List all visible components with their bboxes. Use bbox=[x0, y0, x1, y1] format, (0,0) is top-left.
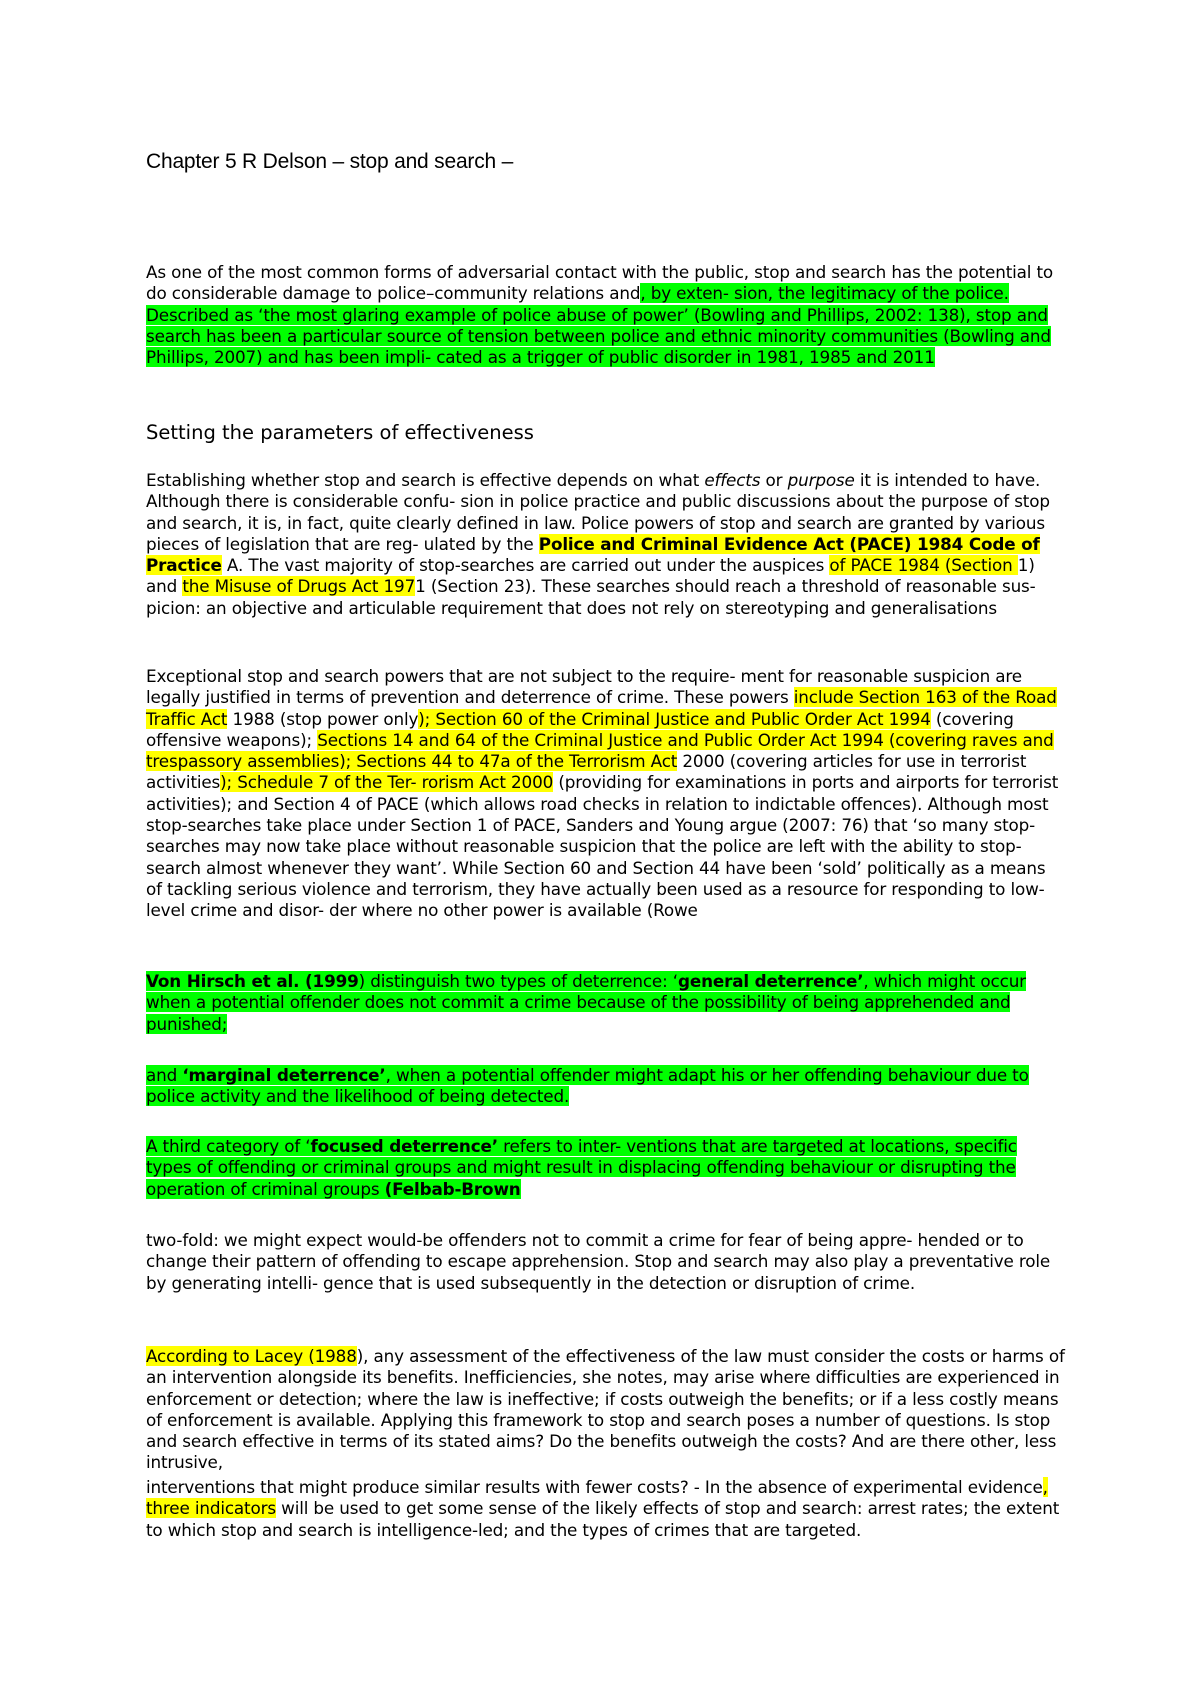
italic-text: effects bbox=[704, 470, 761, 490]
yellow-highlight: ); Schedule 7 of the Ter- rorism Act 2000 bbox=[220, 772, 554, 793]
exceptional-powers-paragraph bbox=[146, 666, 1066, 922]
green-highlight: , by exten- sion, the legitimacy of the police. Described as ‘the most glaring example of police abuse of power’ (Bowling and Phillips, 2002: 138), stop and search has been a particular source of tension between police and ethnic minority communities (Bowling and Phillips, 2007) and has been impli- cated as a trigger of public disorder in 1981, 1985 and 2011 bbox=[146, 283, 1051, 368]
yellow-highlight: According to Lacey (1988 bbox=[146, 1346, 357, 1366]
text-run: A. The vast majority of stop-searches are carried out under the auspices bbox=[221, 555, 830, 576]
two-fold-paragraph: two-fold: we might expect would-be offenders not to commit a crime for fear of being appre- hended or to change their pattern of offending to escape apprehension. Stop and search may also play a preventative role by generating intelli- gence that is used subsequently in the detection or disruption of crime. bbox=[146, 1230, 1051, 1293]
text-run: Establishing whether stop and search is effective depends on what bbox=[146, 470, 705, 490]
text-run: 1 (Section 23). These searches should reach a threshold of reasonable sus- picion: an objective and articulable requirement that does not rely on stereotyping and generalisations bbox=[146, 576, 1036, 618]
effectiveness-paragraph bbox=[146, 470, 1066, 619]
yellow-highlight: Sections 14 and 64 of the Criminal Justice and Public Order Act 1994 (covering raves and trespassory assemblies); Sections 44 to 47a of the Terrorism Act bbox=[146, 729, 1054, 772]
green-highlight: focused deterrence’ bbox=[310, 1136, 498, 1156]
yellow-highlight: the Misuse of Drugs Act 197 bbox=[182, 576, 416, 597]
text-run: it is intended to have. Although there is considerable confu- sion in police practice and public discussions about the purpose of stop and search, it is, in fact, quite clearly defined in law. Police powers of stop and search are granted by various pieces of legislation that are reg- ulated by the bbox=[146, 470, 1050, 554]
text-run: interventions that might produce similar results with fewer costs? - In the absence of experimental evidence bbox=[146, 1477, 1043, 1497]
yellow-highlight: ); Section 60 of the Criminal Justice and Public Order Act 1994 bbox=[418, 708, 931, 729]
text-run: ), any assessment of the effectiveness of the law must consider the costs or harms of an intervention alongside its benefits. Inefficiencies, she notes, may arise where difficulties are experienced in enforcement or detection; where the law is ineffective; if costs outweigh the benefits; or if a less costly means of enforcement is available. Applying this framework to stop and search poses a number of questions. Is stop and search effective in terms of its stated aims? Do the benefits outweigh the costs? And are there other, less intrusive, bbox=[146, 1346, 1065, 1473]
marginal-deterrence-paragraph bbox=[146, 1065, 1066, 1108]
text-run: 1988 (stop power only bbox=[227, 708, 419, 729]
yellow-highlight: , three indicators bbox=[146, 1477, 1048, 1519]
text-run: As one of the most common forms of adversarial contact with the public, stop and search has the potential to do considerable damage to police–community relations and bbox=[146, 262, 1054, 304]
italic-text: purpose bbox=[787, 470, 855, 490]
text-run: 2000 (covering articles for use in terrorist activities bbox=[146, 751, 1027, 793]
indicators-paragraph bbox=[146, 1477, 1066, 1541]
green-highlight: (Felbab-Brown bbox=[384, 1178, 521, 1199]
lacey-paragraph bbox=[146, 1346, 1066, 1474]
text-run: or bbox=[760, 470, 788, 490]
focused-deterrence-paragraph bbox=[146, 1136, 1066, 1200]
green-highlight: ) distinguish two types of deterrence: ‘ bbox=[358, 971, 678, 991]
general-deterrence-paragraph bbox=[146, 971, 1066, 1035]
section-heading: Setting the parameters of effectiveness bbox=[146, 421, 534, 444]
text-run: 1) and bbox=[146, 555, 1035, 597]
green-highlight: Von Hirsch et al. (1999 bbox=[146, 971, 359, 991]
green-highlight: A third category of ‘ bbox=[146, 1136, 311, 1156]
green-highlight: general deterrence’ bbox=[677, 971, 864, 991]
green-highlight: ‘marginal deterrence’ bbox=[182, 1065, 386, 1085]
text-run: will be used to get some sense of the likely effects of stop and search: arrest rates; the extent to which stop and search is intelligence-led; and the types of crimes that are targeted. bbox=[146, 1498, 1060, 1540]
intro-paragraph bbox=[146, 262, 1066, 368]
text-run: (covering offensive weapons); bbox=[146, 708, 1014, 750]
text-run: (providing for examinations in ports and airports for terrorist activities); and Section 4 of PACE (which allows road checks in relation to indictable offences). Although most stop-searches take place under Section 1 of PACE, Sanders and Young argue (2007: 76) that ‘so many stop-searches may now take place without reasonable suspicion that the police are left with the ability to stop-search almost whenever they want’. While Section 60 and Section 44 have been ‘sold’ politically as a means of tackling serious violence and terrorism, they have actually been used as a resource for responding to low-level crime and disor- der where no other power is available (Rowe bbox=[146, 772, 1059, 921]
green-highlight: , when a potential offender might adapt his or her offending behaviour due to police activity and the likelihood of being detected. bbox=[146, 1065, 1029, 1107]
yellow-highlight: of PACE 1984 (Section bbox=[829, 555, 1018, 576]
green-highlight: and bbox=[146, 1065, 183, 1085]
green-highlight: , which might occur when a potential offender does not commit a crime because of the possibility of being apprehended and punished; bbox=[146, 971, 1026, 1034]
text-run: Exceptional stop and search powers that are not subject to the require- ment for reasonable suspicion are legally justified in terms of prevention and deterrence of crime. These powers bbox=[146, 666, 1022, 708]
yellow-highlight: include Section 163 of the Road Traffic Act bbox=[146, 687, 1057, 729]
green-highlight: refers to inter- ventions that are targeted at locations, specific types of offending or criminal groups and might result in displacing offending behaviour or disrupting the operation of criminal groups bbox=[146, 1136, 1017, 1199]
yellow-highlight: Police and Criminal Evidence Act (PACE) 1984 Code of Practice bbox=[146, 533, 1040, 576]
chapter-title: Chapter 5 R Delson – stop and search – bbox=[146, 150, 514, 173]
